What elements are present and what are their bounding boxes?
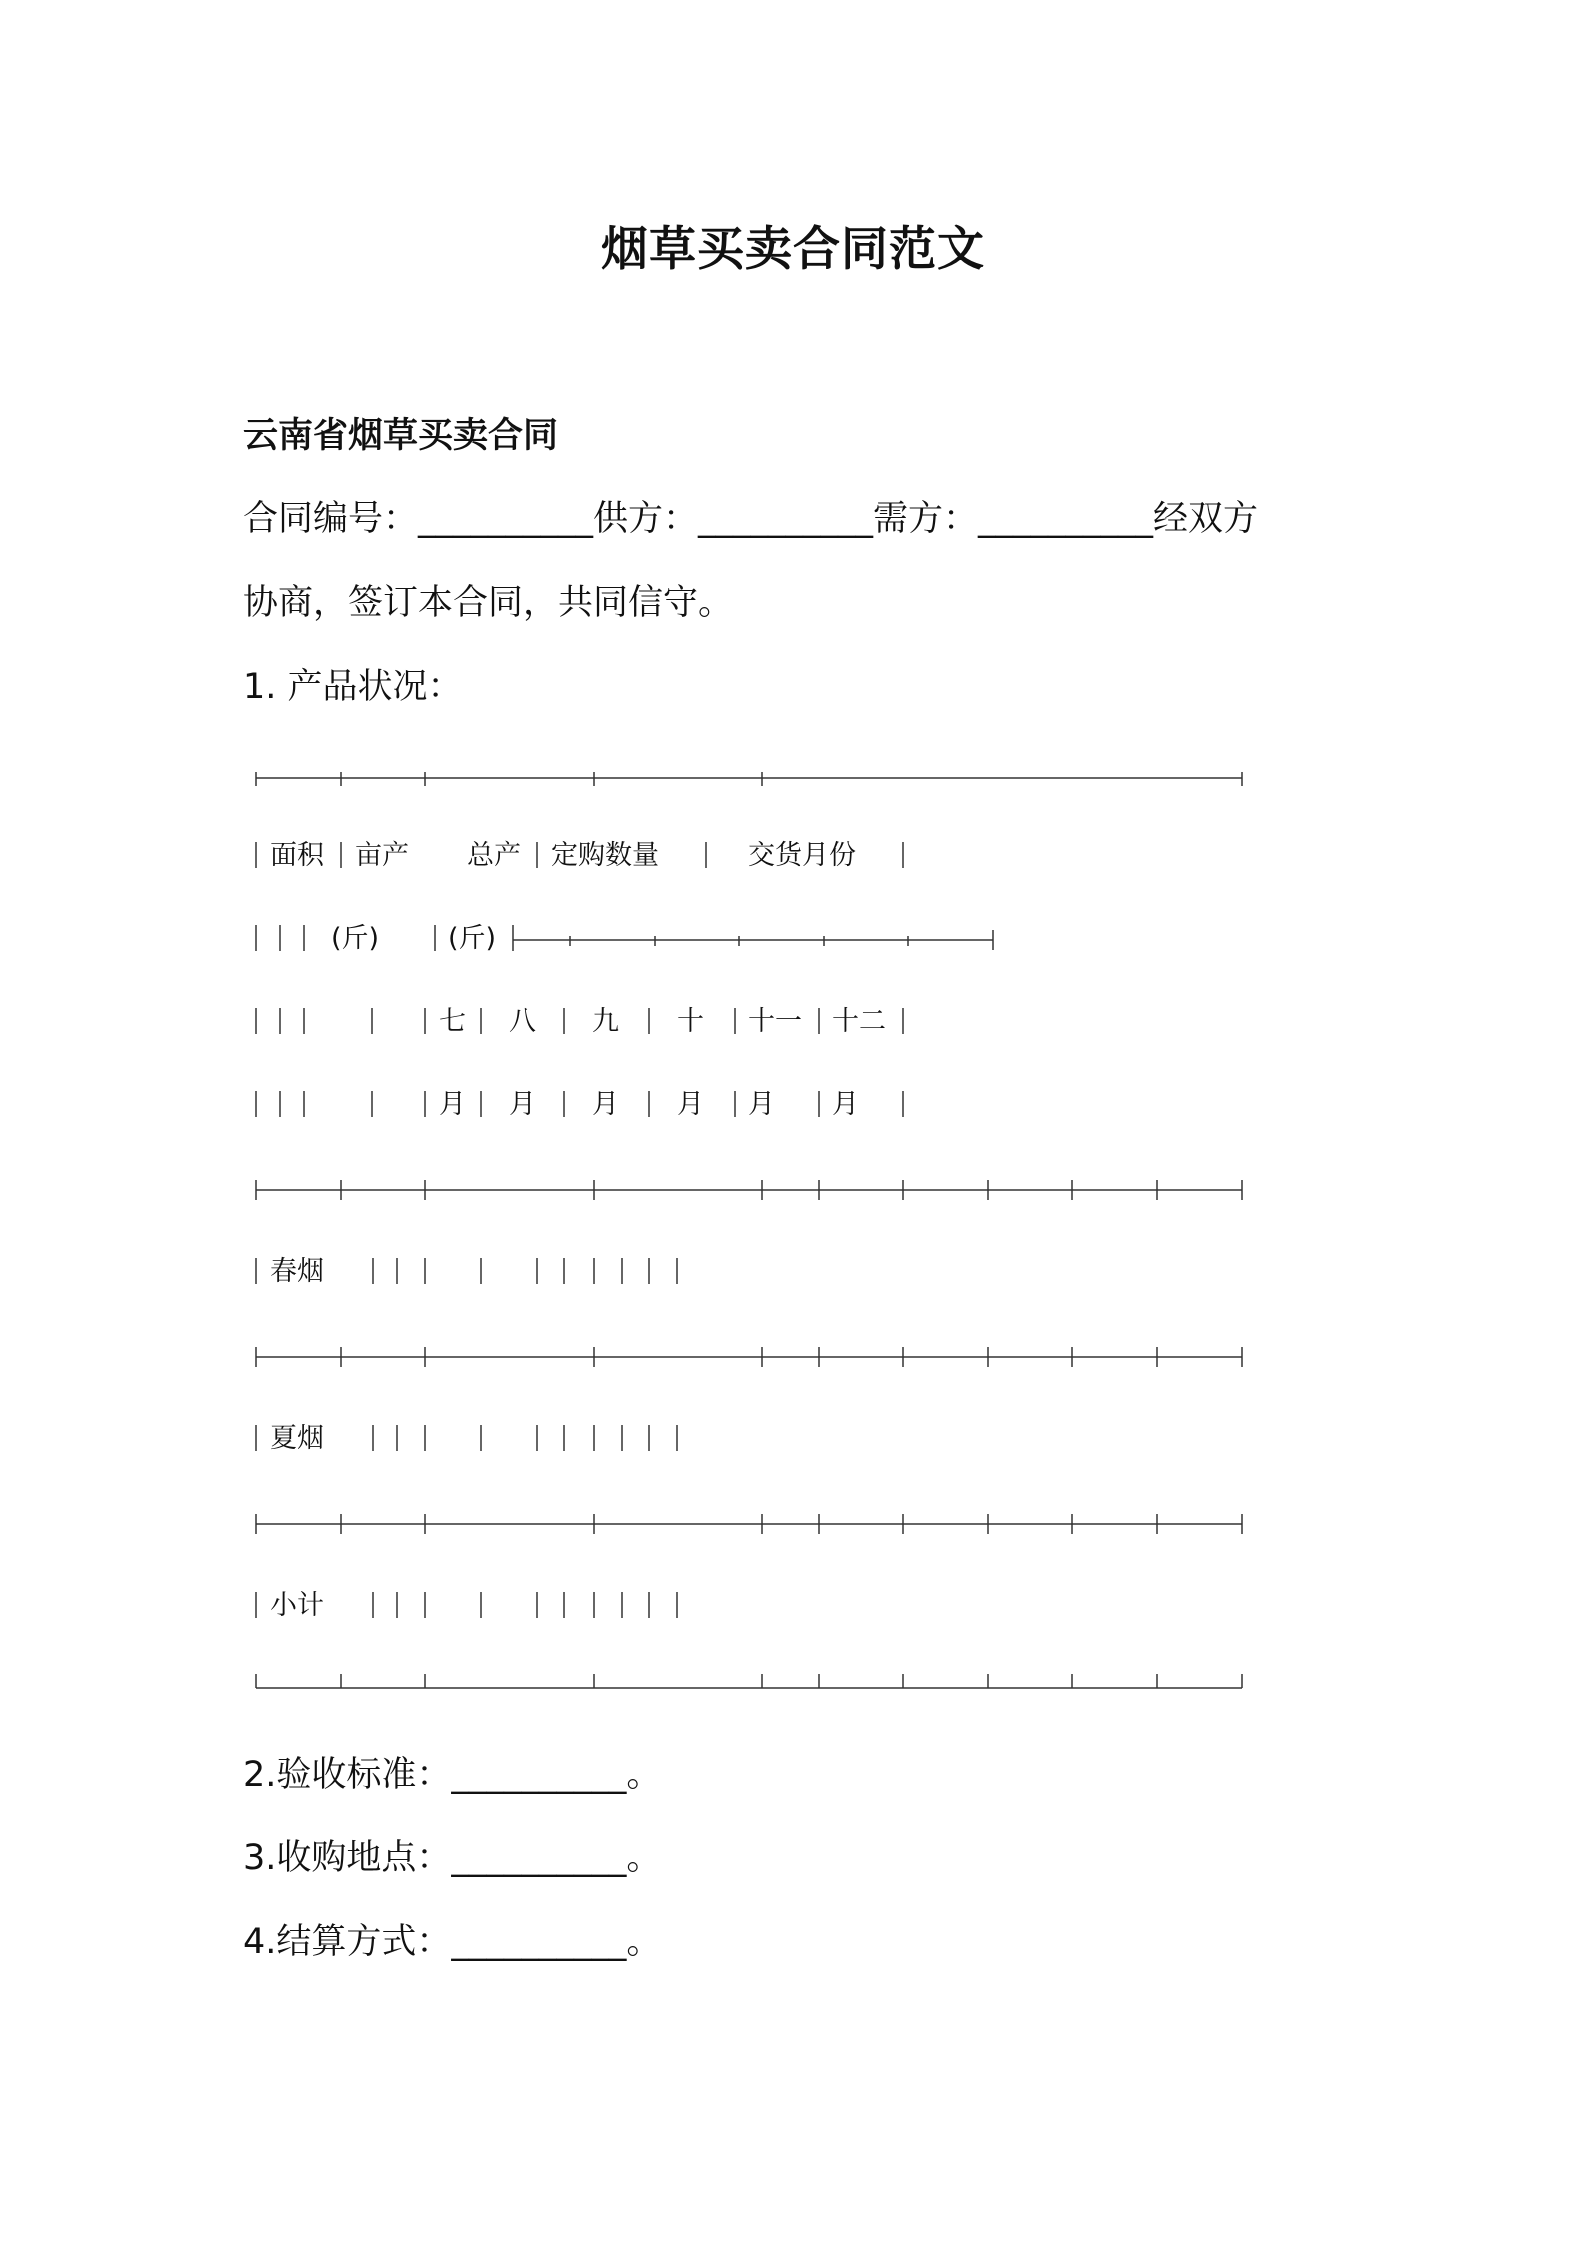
contract-number-line: 合同编号：__________供方：__________需方：__________经双方: [243, 499, 1259, 539]
section-product-status: 1. 产品状况：: [243, 667, 463, 707]
table-unit-total: (斤): [448, 923, 497, 954]
table-header-yield: 亩产: [355, 840, 409, 871]
table-header-total: 总产: [467, 840, 521, 871]
document-title: 烟草买卖合同范文: [601, 222, 985, 277]
month-12: 十二: [832, 1006, 886, 1037]
section-settlement-method: 4.结算方式：__________。: [243, 1922, 662, 1962]
table-header-area: 面积: [270, 840, 324, 871]
month-11: 十一: [748, 1006, 802, 1037]
section-purchase-location: 3.收购地点：__________。: [243, 1838, 662, 1878]
contract-number-line-cont: 协商，签订本合同，共同信守。: [243, 583, 734, 623]
table-row-subtotal: 小计: [270, 1590, 324, 1621]
month-10-suffix: 月: [677, 1089, 704, 1120]
section-acceptance-standard: 2.验收标准：__________。: [243, 1755, 662, 1795]
table-row-spring-tobacco: 春烟: [270, 1256, 324, 1287]
month-9-suffix: 月: [592, 1089, 619, 1120]
table-row-summer-tobacco: 夏烟: [270, 1423, 324, 1454]
table-header-delivery-month: 交货月份: [748, 840, 856, 871]
month-7: 七: [439, 1006, 466, 1037]
table-unit-yield: (斤): [331, 923, 380, 954]
month-10: 十: [677, 1006, 704, 1037]
month-7-suffix: 月: [439, 1089, 466, 1120]
month-8-suffix: 月: [509, 1089, 536, 1120]
month-12-suffix: 月: [832, 1089, 859, 1120]
month-11-suffix: 月: [748, 1089, 775, 1120]
table-header-quantity: 定购数量: [551, 840, 659, 871]
contract-subtitle: 云南省烟草买卖合同: [243, 416, 559, 456]
month-9: 九: [592, 1006, 619, 1037]
month-8: 八: [509, 1006, 536, 1037]
